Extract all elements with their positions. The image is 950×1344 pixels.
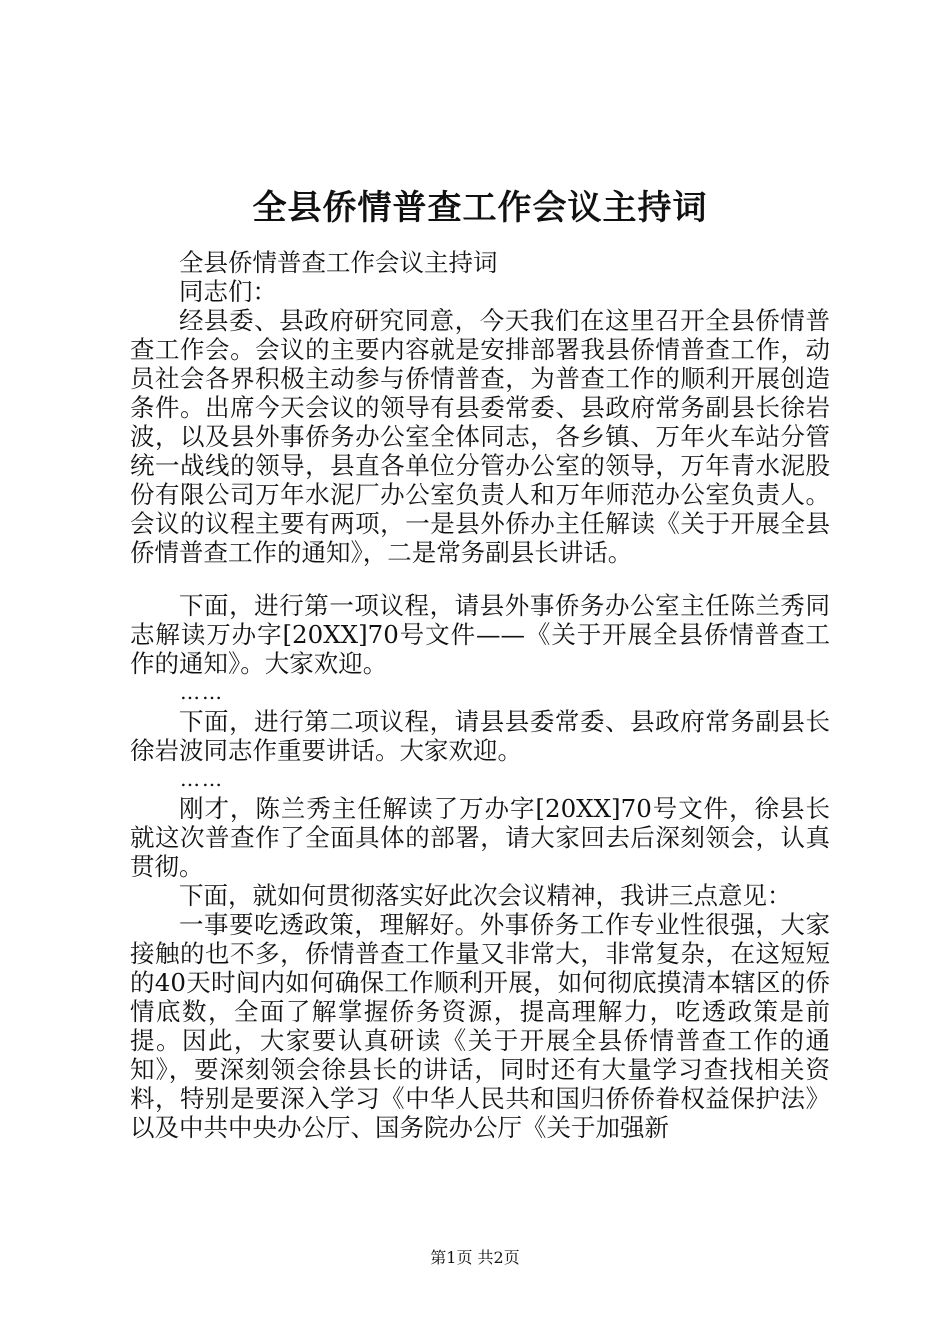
document-title: 全县侨情普查工作会议主持词: [252, 188, 708, 228]
paragraph-agenda-one: 下面，进行第一项议程，请县外事侨务办公室主任陈兰秀同志解读万办字[20XX]70号文件——《关于开展全县侨情普查工作的通知》。大家欢迎。: [130, 591, 830, 678]
ellipsis-one: ……: [180, 680, 224, 704]
paragraph-point-one: 一事要吃透政策，理解好。外事侨务工作专业性很强，大家接触的也不多，侨情普查工作量又非常大，非常复杂，在这短短的40天时间内如何确保工作顺利开展，如何彻底摸清本辖区的侨情底数，全面了解掌握侨务资源，提高理解力，吃透政策是前提。因此，大家要认真研读《关于开展全县侨情普查工作的通知》，要深刻领会徐县长的讲话，同时还有大量学习查找相关资料，特别是要深入学习《中华人民共和国归侨侨眷权益保护法》以及中共中央办公厅、国务院办公厅《关于加强新: [130, 910, 830, 1142]
salutation: 同志们：: [179, 277, 277, 306]
paragraph-agenda-two: 下面，进行第二项议程，请县县委常委、县政府常务副县长徐岩波同志作重要讲话。大家欢迎。: [130, 707, 830, 765]
paragraph-summary: 刚才，陈兰秀主任解读了万办字[20XX]70号文件，徐县长就这次普查作了全面具体的部署，请大家回去后深刻领会，认真贯彻。: [130, 794, 830, 881]
ellipsis-two: ……: [180, 767, 224, 791]
paragraph-opening: 经县委、县政府研究同意，今天我们在这里召开全县侨情普查工作会。会议的主要内容就是安排部署我县侨情普查工作，动员社会各界积极主动参与侨情普查，为普查工作的顺利开展创造条件。出席今天会议的领导有县委常委、县政府常务副县长徐岩波，以及县外事侨务办公室全体同志，各乡镇、万年火车站分管统一战线的领导，县直各单位分管办公室的领导，万年青水泥股份有限公司万年水泥厂办公室负责人和万年师范办公室负责人。会议的议程主要有两项，一是县外侨办主任解读《关于开展全县侨情普查工作的通知》，二是常务副县长讲话。: [130, 306, 830, 567]
subtitle-line: 全县侨情普查工作会议主持词: [179, 248, 498, 277]
document-page: [130, 180, 830, 1142]
paragraph-three-points: 下面，就如何贯彻落实好此次会议精神，我讲三点意见：: [179, 881, 792, 910]
page-number-footer: 第1页 共2页: [430, 1248, 520, 1267]
